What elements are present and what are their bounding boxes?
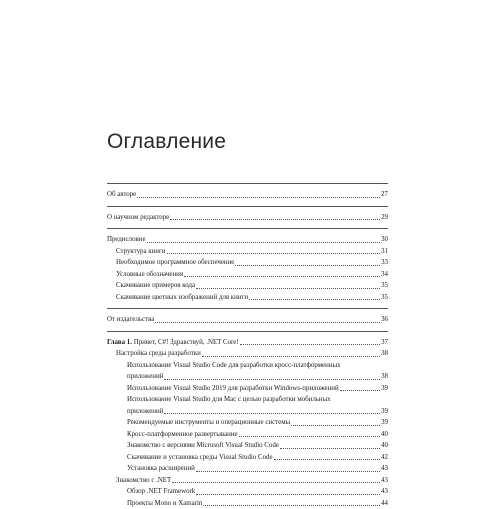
toc-leader-dots <box>202 354 380 357</box>
toc-entry[interactable] <box>107 348 388 360</box>
toc-entry[interactable] <box>107 280 388 292</box>
toc-entry-title: Обзор .NET Framework <box>127 486 195 498</box>
toc-leader-dots <box>164 411 380 414</box>
toc-entry-title: Предисловие <box>107 234 146 246</box>
toc-group-chapter-1 <box>107 331 388 509</box>
toc-leader-dots <box>240 342 380 345</box>
toc-entry[interactable] <box>107 429 388 441</box>
toc-entry-page: 37 <box>381 337 388 349</box>
toc-entry[interactable] <box>107 440 388 452</box>
toc-leader-dots <box>147 240 381 243</box>
toc-entry-page: 39 <box>381 417 388 429</box>
toc-entry-title: Условные обозначения <box>116 269 183 281</box>
toc-entry-chapter[interactable] <box>107 337 388 349</box>
toc-leader-dots <box>196 492 380 495</box>
toc-entry-continuation[interactable] <box>107 371 388 383</box>
toc-entry-title-cont: приложений <box>127 406 163 418</box>
toc-leader-dots <box>340 388 380 391</box>
toc-leader-dots <box>137 195 380 198</box>
toc-entry[interactable] <box>107 292 388 304</box>
toc-entry-title: Необходимое программное обеспечение <box>116 257 234 269</box>
toc-group-preface <box>107 228 388 303</box>
toc-leader-dots <box>239 434 381 437</box>
toc-entry[interactable] <box>107 383 388 395</box>
toc-entry-title: Рекомендуемые инструменты и операционные системы <box>127 417 290 429</box>
toc-entry[interactable] <box>107 486 388 498</box>
toc-group-about-editor <box>107 206 388 224</box>
toc-leader-dots <box>274 457 381 460</box>
toc-entry-page: 43 <box>381 475 388 487</box>
toc-entry-page: 36 <box>381 314 388 326</box>
toc-entry[interactable] <box>107 394 388 406</box>
toc-entry-title: Скачивание цветных изображений для книги <box>116 292 248 304</box>
toc-leader-dots <box>155 320 380 323</box>
toc-entry[interactable] <box>107 314 388 326</box>
toc-entry-title: Использование Visual Studio Code для разработки кросс-платформенных <box>127 360 341 372</box>
toc-entry[interactable] <box>107 417 388 429</box>
toc-entry[interactable] <box>107 212 388 224</box>
toc-entry[interactable] <box>107 452 388 464</box>
toc-entry-title: Настройка среды разработки <box>116 348 201 360</box>
toc-entry-title: Установка расширений <box>127 463 195 475</box>
chapter-number: Глава 1. <box>107 339 132 346</box>
toc-entry-page: 39 <box>381 383 388 395</box>
toc-entry-title-cont: приложений <box>127 371 163 383</box>
toc-leader-dots <box>170 217 380 220</box>
toc-entry-title: Знакомство с .NET <box>116 475 171 487</box>
toc-entry-page: 29 <box>381 212 388 224</box>
toc-leader-dots <box>167 251 381 254</box>
toc-leader-dots <box>291 423 380 426</box>
toc-entry-page: 38 <box>381 371 388 383</box>
toc-entry-page: 43 <box>381 486 388 498</box>
toc-entry-page: 39 <box>381 406 388 418</box>
toc-leader-dots <box>184 274 380 277</box>
toc-entry[interactable] <box>107 246 388 258</box>
table-of-contents <box>107 183 388 509</box>
page-title: Оглавление <box>107 130 226 154</box>
toc-entry-page: 43 <box>381 463 388 475</box>
toc-entry-title: От издательства <box>107 314 154 326</box>
toc-entry-page: 42 <box>381 452 388 464</box>
toc-entry[interactable] <box>107 257 388 269</box>
toc-entry-page: 30 <box>381 234 388 246</box>
toc-entry-title <box>107 337 239 349</box>
toc-entry[interactable] <box>107 463 388 475</box>
toc-leader-dots <box>172 480 380 483</box>
toc-entry-page: 40 <box>381 429 388 441</box>
toc-entry[interactable] <box>107 475 388 487</box>
toc-entry-title: Кросс-платформенное развертывание <box>127 429 238 441</box>
toc-entry-page: 34 <box>381 269 388 281</box>
chapter-title: Привет, C#! Здравствуй, .NET Core! <box>132 339 239 346</box>
toc-leader-dots <box>196 286 380 289</box>
toc-entry-title: Скачивание и установка среды Visual Studio Code <box>127 452 273 464</box>
toc-entry-page: 33 <box>381 257 388 269</box>
toc-entry-page: 44 <box>381 498 388 509</box>
toc-entry[interactable] <box>107 269 388 281</box>
toc-entry-page: 35 <box>381 280 388 292</box>
toc-entry[interactable] <box>107 189 388 201</box>
toc-entry-page: 38 <box>381 348 388 360</box>
toc-entry-title: Структура книги <box>116 246 166 258</box>
toc-entry-page: 31 <box>381 246 388 258</box>
toc-leader-dots <box>164 377 380 380</box>
toc-entry-title: Об авторе <box>107 189 136 201</box>
toc-entry-title: Знакомство с версиями Microsoft Visual Studio Code <box>127 440 279 452</box>
toc-entry-title: О научном редакторе <box>107 212 169 224</box>
toc-entry-continuation[interactable] <box>107 406 388 418</box>
toc-entry-title: Скачивание примеров кода <box>116 280 195 292</box>
toc-group-publisher <box>107 308 388 326</box>
toc-entry-page: 35 <box>381 292 388 304</box>
toc-entry[interactable] <box>107 360 388 372</box>
toc-leader-dots <box>235 263 380 266</box>
toc-entry-page: 40 <box>381 440 388 452</box>
toc-leader-dots <box>249 297 380 300</box>
toc-entry[interactable] <box>107 498 388 509</box>
toc-entry-title: Использование Visual Studio 2019 для разработки Windows-приложений <box>127 383 339 395</box>
toc-leader-dots <box>280 446 380 449</box>
toc-leader-dots <box>203 503 380 506</box>
toc-group-about-author <box>107 183 388 201</box>
toc-entry[interactable] <box>107 234 388 246</box>
toc-entry-page: 27 <box>381 189 388 201</box>
toc-leader-dots <box>196 469 380 472</box>
toc-entry-title: Проекты Mono и Xamarin <box>127 498 202 509</box>
toc-entry-title: Использование Visual Studio для Mac с целью разработки мобильных <box>127 394 331 406</box>
